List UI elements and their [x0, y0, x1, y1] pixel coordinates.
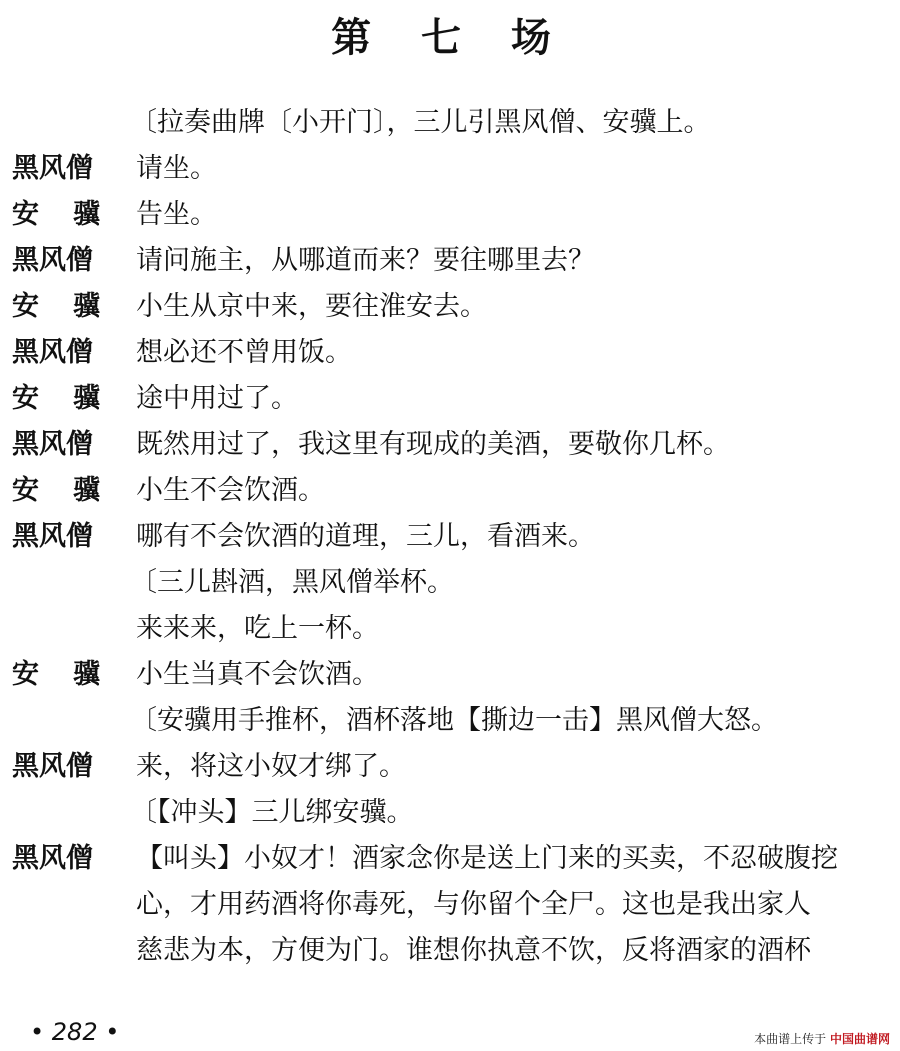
dialogue-text: 小生从京中来，要往淮安去。 — [136, 291, 487, 322]
script-line — [0, 652, 900, 698]
script-line — [0, 606, 900, 652]
script-line — [0, 882, 900, 928]
dialogue-text: 哪有不会饮酒的道理，三儿，看酒来。 — [136, 521, 595, 552]
dialogue-text: 告坐。 — [136, 199, 217, 230]
speaker-name: 安骥 — [12, 659, 134, 690]
script-line — [0, 330, 900, 376]
speaker-name: 安骥 — [12, 383, 134, 414]
speaker-name: 安骥 — [12, 199, 134, 230]
script-line — [0, 928, 900, 974]
stage-direction: 〔安骥用手推杯，酒杯落地【撕边一击】黑风僧大怒。 — [130, 705, 778, 736]
dialogue-text: 小生不会饮酒。 — [136, 475, 325, 506]
speaker-name: 黑风僧 — [12, 521, 93, 552]
dialogue-text: 请问施主，从哪道而来？要往哪里去？ — [136, 245, 595, 276]
upload-note-prefix: 本曲谱上传于 — [754, 1032, 827, 1046]
script-line — [0, 560, 900, 606]
dialogue-text: 想必还不曾用饭。 — [136, 337, 352, 368]
stage-direction: 〔【冲头】三儿绑安骥。 — [130, 797, 414, 828]
script-line — [0, 836, 900, 882]
speaker-name: 黑风僧 — [12, 245, 93, 276]
speaker-name: 黑风僧 — [12, 751, 93, 782]
script-line — [0, 192, 900, 238]
page-title: 第 七 场 — [331, 14, 569, 61]
page-number: • 282 • — [30, 1018, 120, 1046]
script-line — [0, 698, 900, 744]
speaker-name: 安骥 — [12, 291, 134, 322]
script-line — [0, 284, 900, 330]
dialogue-continuation: 来来来，吃上一杯。 — [136, 613, 379, 644]
dialogue-continuation: 慈悲为本，方便为门。谁想你执意不饮，反将酒家的酒杯 — [136, 935, 811, 966]
script-line — [0, 468, 900, 514]
dialogue-continuation: 心，才用药酒将你毒死，与你留个全尸。这也是我出家人 — [136, 889, 811, 920]
speaker-name: 安骥 — [12, 475, 134, 506]
script-line — [0, 376, 900, 422]
dialogue-text: 小生当真不会饮酒。 — [136, 659, 379, 690]
speaker-name: 黑风僧 — [12, 843, 93, 874]
script-body — [0, 100, 900, 974]
script-line — [0, 790, 900, 836]
script-line — [0, 514, 900, 560]
stage-direction: 〔拉奏曲牌〔小开门〕，三儿引黑风僧、安骥上。 — [130, 107, 711, 138]
brand-logo: 中国曲谱网 — [829, 1032, 890, 1046]
script-line — [0, 744, 900, 790]
dialogue-text: 途中用过了。 — [136, 383, 298, 414]
speaker-name: 黑风僧 — [12, 429, 93, 460]
dialogue-text: 来，将这小奴才绑了。 — [136, 751, 406, 782]
speaker-name: 黑风僧 — [12, 337, 93, 368]
dialogue-text: 既然用过了，我这里有现成的美酒，要敬你几杯。 — [136, 429, 730, 460]
speaker-name: 黑风僧 — [12, 153, 93, 184]
stage-direction: 〔三儿斟酒，黑风僧举杯。 — [130, 567, 454, 598]
dialogue-text: 【叫头】小奴才！酒家念你是送上门来的买卖，不忍破腹挖 — [136, 843, 838, 874]
script-line — [0, 100, 900, 146]
upload-watermark — [754, 1030, 890, 1047]
script-line — [0, 146, 900, 192]
dialogue-text: 请坐。 — [136, 153, 217, 184]
script-line — [0, 238, 900, 284]
script-line — [0, 422, 900, 468]
